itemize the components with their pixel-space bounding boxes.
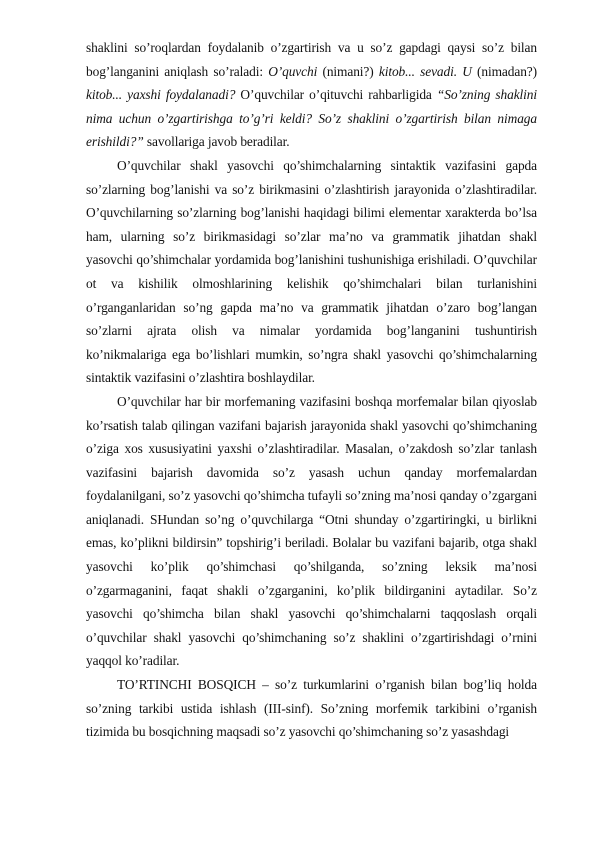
text-run: (nimadan?) <box>471 63 537 79</box>
text-run: O’quvchilar har bir morfemaning vazifasini boshqa morfemalar bilan qiyoslab ko’rsatish talab qilingan vazifani bajarish jarayonida shakl yasovchi qo’shimchaning o’ziga xos xususiyatini yaxshi o’zlashtiradilar. Masalan, o’zakdosh so’zlar tanlash vazifasini bajarish davomida so’z yasash uchun qanday morfemalardan foydalanilgani, so’z yasovchi qo’shimcha tufayli so’zning ma’nosi qanday o’zgargani aniqlanadi. SHundan so’ng o’quvchilarga “Otni shunday o’zgartiringki, u birlikni emas, ko’plikni bildirsin” topshirig’i beriladi. Bolalar bu vazifani bajarib, otga shakl yasovchi ko’plik qo’shimchasi qo’shilganda, so’zning leksik ma’nosi o’zgarmaganini, faqat shakli o’zgarganini, ko’plik bildirganini aytadilar. So’z yasovchi qo’shimcha bilan shakl yasovchi qo’shimchalarni taqqoslash orqali o’quvchilar shakl yasovchi qo’shimchaning so’z shaklini o’zgartirishdagi o’rnini yaqqol ko’radilar. <box>86 393 537 669</box>
text-run: shaklini so’roqlardan foydalanib o’zgartirish va u so’z gapdagi qaysi so’z bilan bog’langanini aniqlash so’raladi: <box>86 40 537 79</box>
italic-text-run: O’quvchi <box>268 63 318 79</box>
text-run: O’quvchilar o’qituvchi rahbarligida <box>235 87 437 103</box>
paragraph-2 <box>86 154 537 390</box>
text-run: (nimani?) <box>317 63 379 79</box>
paragraph-3 <box>86 390 537 673</box>
italic-text-run: “So’zning shaklini nima uchun o’zgartirishga to’g’ri keldi? So’z shaklini o’zgartirish bilan nimaga erishildi?” <box>86 87 537 150</box>
document-page <box>86 36 537 744</box>
paragraph-4 <box>86 673 537 744</box>
text-run: O’quvchilar shakl yasovchi qo’shimchalarning sintaktik vazifasini gapda so’zlarning bog’lanishi va so’z birikmasini o’zlashtirish jarayonida o’zlashtiradilar. O’quvchilarning so’zlarning bog’lanishi haqidagi bilimi elementar xarakterda bo’lsa ham, ularning so’z birikmasidagi so’zlar ma’no va grammatik jihatdan shakl yasovchi qo’shimchalar yordamida bog’lanishini tushunishiga erishiladi. O’quvchilar ot va kishilik olmoshlarining kelishik qo’shimchalari bilan turlanishini o’rganganlaridan so’ng gapda ma’no va grammatik jihatdan o’zaro bog’langan so’zlarni ajrata olish va nimalar yordamida bog’langanini tushuntirish ko’nikmalariga ega bo’lishlari mumkin, so’ngra shakl yasovchi qo’shimchalarning sintaktik vazifasini o’zlashtira boshlaydilar. <box>86 157 537 386</box>
paragraph-1 <box>86 36 537 154</box>
italic-text-run: kitob... yaxshi foydalanadi? <box>86 87 236 103</box>
text-run: savollariga javob beradilar. <box>143 134 290 150</box>
italic-text-run: kitob... sevadi. U <box>378 63 472 79</box>
text-run: TO’RTINCHI BOSQICH – so’z turkumlarini o’rganish bilan bog’liq holda so’zning tarkibi ustida ishlash (III-sinf). So’zning morfemik tarkibini o’rganish tizimida bu bosqichning maqsadi so’z yasovchi qo’shimchaning so’z yasashdagi <box>86 677 537 740</box>
